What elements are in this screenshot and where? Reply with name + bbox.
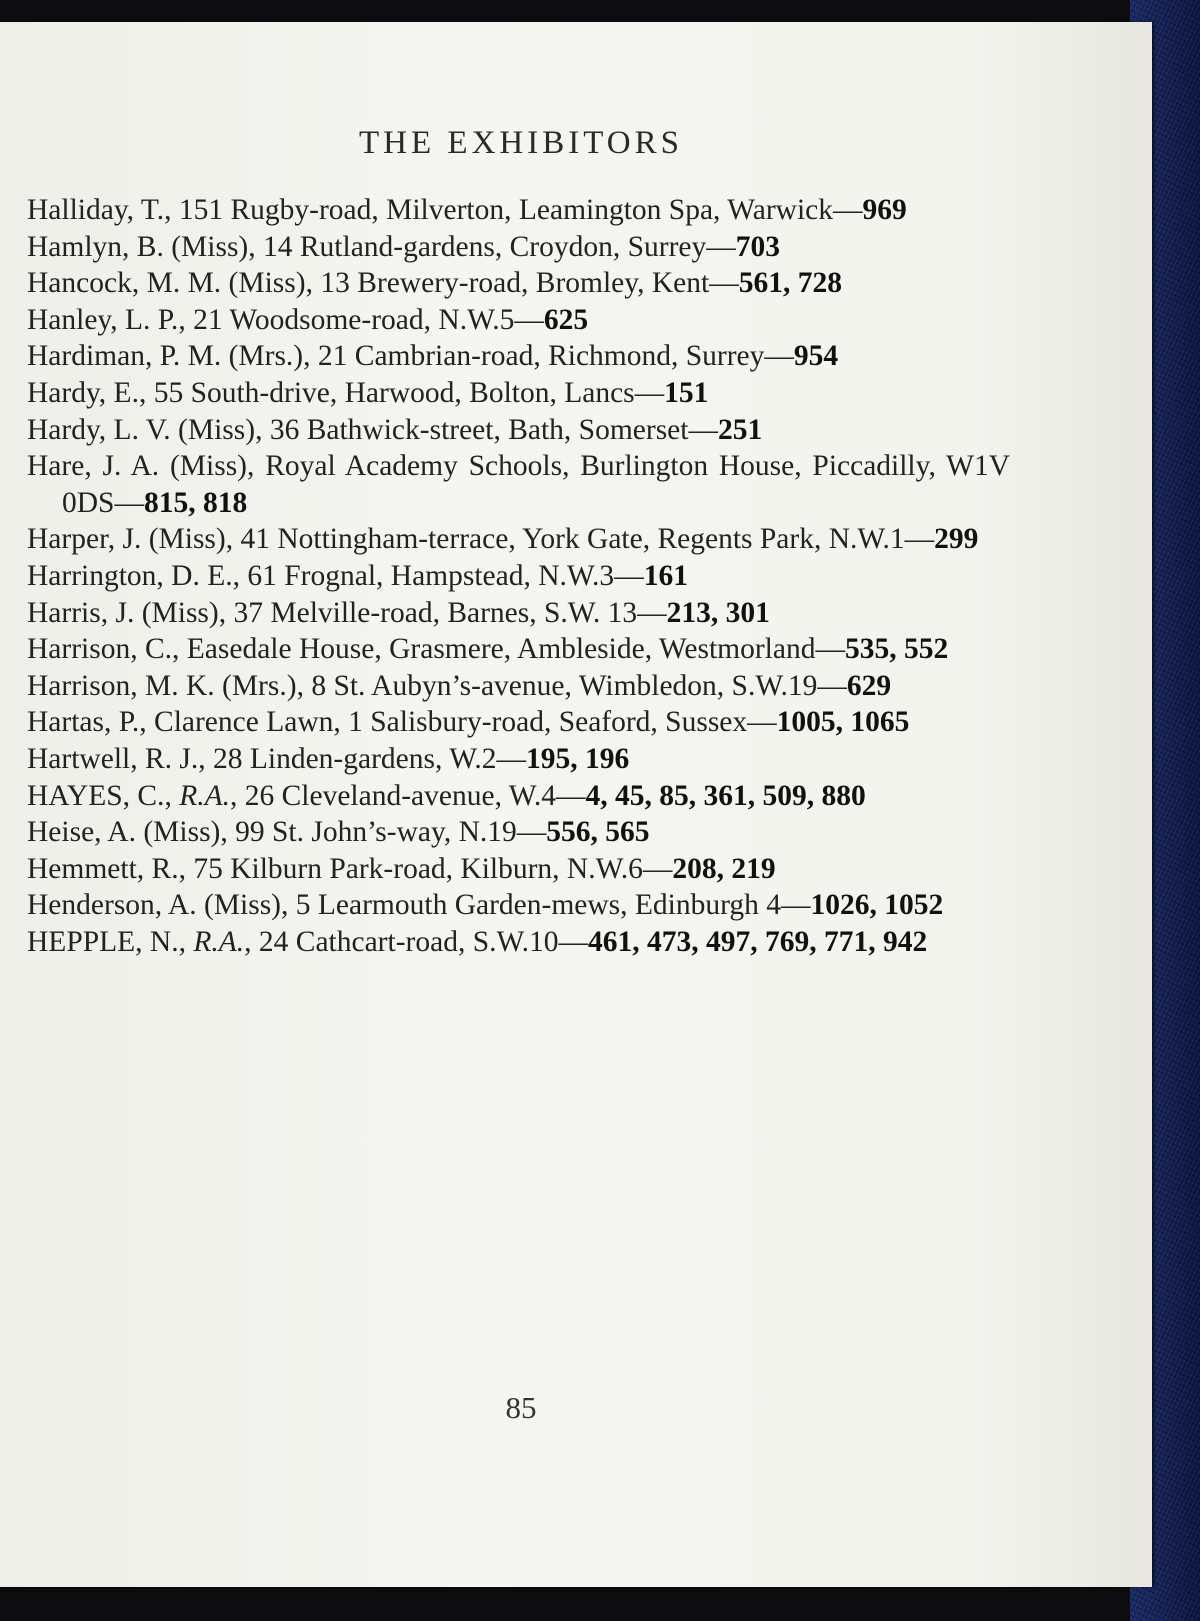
exhibitor-address: 13 Brewery-road, Bromley, Kent xyxy=(320,267,710,300)
exhibitor-name: Hardy, E. xyxy=(27,376,139,409)
exhibitor-address: Royal Academy Schools, Burlington House, Piccadilly, W1V 0DS xyxy=(62,450,1010,519)
exhibitor-name: Hardiman, P. M. (Mrs.) xyxy=(27,340,304,373)
exhibitor-address: Easedale House, Grasmere, Ambleside, Westmorland xyxy=(186,633,816,666)
exhibitor-address: 99 St. John’s-way, N.19 xyxy=(235,816,517,849)
catalogue-numbers: 625 xyxy=(543,303,589,336)
exhibitor-entry: HEPPLE, N., R.A., 24 Cathcart-road, S.W.10—461, 473, 497, 769, 771, 942 xyxy=(27,925,928,958)
exhibitor-name: Harrington, D. E. xyxy=(27,559,233,592)
catalogue-numbers: 703 xyxy=(735,230,780,263)
exhibitor-entry: HAYES, C., R.A., 26 Cleveland-avenue, W.4—4, 45, 85, 361, 509, 880 xyxy=(27,779,866,812)
exhibitor-entry: Hartas, P., Clarence Lawn, 1 Salisbury-road, Seaford, Sussex—1005, 1065 xyxy=(27,706,910,739)
exhibitor-name: Hartwell, R. J. xyxy=(27,742,199,775)
exhibitor-name: Harrison, M. K. (Mrs.) xyxy=(27,669,297,702)
exhibitor-entry: Hardy, L. V. (Miss), 36 Bathwick-street, Bath, Somerset—251 xyxy=(27,413,763,446)
exhibitor-entry: Hartwell, R. J., 28 Linden-gardens, W.2—195, 196 xyxy=(27,742,630,775)
exhibitor-name: Halliday, T. xyxy=(27,194,165,226)
catalogue-numbers: 299 xyxy=(934,523,979,556)
exhibitor-name: Hare, J. A. (Miss) xyxy=(27,450,248,483)
exhibitor-address: 61 Frognal, Hampstead, N.W.3 xyxy=(247,559,615,592)
exhibitor-name: Harrison, C. xyxy=(27,633,173,666)
exhibitor-entry: Harris, J. (Miss), 37 Melville-road, Barnes, S.W. 13—213, 301 xyxy=(27,596,770,629)
exhibitor-name: Hartas, P. xyxy=(27,706,140,739)
exhibitor-address: 26 Cleveland-avenue, W.4 xyxy=(244,779,557,812)
page-title: THE EXHIBITORS xyxy=(359,125,683,161)
exhibitor-name: Hemmett, R. xyxy=(27,852,179,885)
catalogue-numbers: 208, 219 xyxy=(672,852,776,885)
exhibitor-name: Hancock, M. M. (Miss) xyxy=(27,267,306,300)
catalogue-numbers: 629 xyxy=(846,669,892,702)
exhibitor-entry: Heise, A. (Miss), 99 St. John’s-way, N.19—556, 565 xyxy=(27,816,650,849)
exhibitor-list xyxy=(27,192,1010,960)
exhibitor-address: 151 Rugby-road, Milverton, Leamington Spa, Warwick xyxy=(178,194,834,226)
exhibitor-address: 37 Melville-road, Barnes, S.W. 13 xyxy=(233,596,638,629)
catalogue-numbers: 1005, 1065 xyxy=(776,706,910,739)
exhibitor-name: HEPPLE, N. xyxy=(27,925,179,958)
exhibitor-name: Henderson, A. (Miss) xyxy=(27,889,282,922)
page-number: 85 xyxy=(505,1390,537,1425)
exhibitor-entry: Halliday, T., 151 Rugby-road, Milverton, Leamington Spa, Warwick—969 xyxy=(27,194,907,226)
exhibitor-address: 55 South-drive, Harwood, Bolton, Lancs xyxy=(153,376,635,409)
exhibitor-address: 41 Nottingham-terrace, York Gate, Regents Park, N.W.1 xyxy=(240,523,905,556)
exhibitor-entry: Harrington, D. E., 61 Frognal, Hampstead, N.W.3—161 xyxy=(27,559,688,592)
exhibitor-address: Clarence Lawn, 1 Salisbury-road, Seaford, Sussex xyxy=(154,706,748,739)
catalogue-numbers: 161 xyxy=(643,559,688,592)
exhibitor-name: HAYES, C. xyxy=(27,779,165,812)
exhibitor-name: Hanley, L. P. xyxy=(27,303,179,336)
exhibitor-name: Harris, J. (Miss) xyxy=(27,596,219,629)
exhibitor-entry: Henderson, A. (Miss), 5 Learmouth Garden-mews, Edinburgh 4—1026, 1052 xyxy=(27,889,944,922)
catalogue-numbers: 4, 45, 85, 361, 509, 880 xyxy=(585,779,866,812)
catalogue-numbers: 535, 552 xyxy=(844,633,949,666)
catalogue-numbers: 195, 196 xyxy=(525,742,630,775)
catalogue-numbers: 969 xyxy=(862,194,907,226)
exhibitor-address: 8 St. Aubyn’s-avenue, Wimbledon, S.W.19 xyxy=(311,669,818,702)
catalogue-numbers: 461, 473, 497, 769, 771, 942 xyxy=(588,925,928,958)
catalogue-numbers: 556, 565 xyxy=(546,816,650,849)
exhibitor-name: Heise, A. (Miss) xyxy=(27,816,221,849)
exhibitor-entry: Hardy, E., 55 South-drive, Harwood, Bolton, Lancs—151 xyxy=(27,376,709,409)
exhibitor-address: 21 Cambrian-road, Richmond, Surrey xyxy=(317,340,765,373)
exhibitor-entry: Harrison, C., Easedale House, Grasmere, Ambleside, Westmorland—535, 552 xyxy=(27,633,949,666)
exhibitor-entry: Hemmett, R., 75 Kilburn Park-road, Kilburn, N.W.6—208, 219 xyxy=(27,852,776,885)
exhibitor-address: 24 Cathcart-road, S.W.10 xyxy=(258,925,559,958)
exhibitor-entry: Hardiman, P. M. (Mrs.), 21 Cambrian-road, Richmond, Surrey—954 xyxy=(27,340,839,373)
exhibitor-address: 28 Linden-gardens, W.2 xyxy=(213,742,497,775)
catalogue-numbers: 213, 301 xyxy=(666,596,770,629)
exhibitor-name: Hardy, L. V. (Miss) xyxy=(27,413,256,446)
catalogue-numbers: 954 xyxy=(793,340,839,373)
catalogue-numbers: 815, 818 xyxy=(143,486,248,519)
exhibitor-name: Hamlyn, B. (Miss) xyxy=(27,230,249,263)
exhibitor-entry: Hanley, L. P., 21 Woodsome-road, N.W.5—625 xyxy=(27,303,589,336)
catalogue-numbers: 561, 728 xyxy=(738,267,842,300)
exhibitor-entry: Hamlyn, B. (Miss), 14 Rutland-gardens, Croydon, Surrey—703 xyxy=(27,230,780,263)
exhibitor-entry: Harrison, M. K. (Mrs.), 8 St. Aubyn’s-avenue, Wimbledon, S.W.19—629 xyxy=(27,669,892,702)
exhibitor-address: 21 Woodsome-road, N.W.5 xyxy=(193,303,515,336)
exhibitor-address: 75 Kilburn Park-road, Kilburn, N.W.6 xyxy=(193,852,643,885)
catalogue-numbers: 251 xyxy=(717,413,763,446)
exhibitor-address: 36 Bathwick-street, Bath, Somerset xyxy=(269,413,689,446)
exhibitor-title: R.A. xyxy=(179,779,230,812)
catalogue-numbers: 1026, 1052 xyxy=(810,889,944,922)
exhibitor-address: 5 Learmouth Garden-mews, Edinburgh 4 xyxy=(295,889,782,922)
exhibitor-entry: Harper, J. (Miss), 41 Nottingham-terrace, York Gate, Regents Park, N.W.1—299 xyxy=(27,523,979,556)
book-page xyxy=(0,22,1152,1587)
exhibitor-name: Harper, J. (Miss) xyxy=(27,523,226,556)
exhibitor-address: 14 Rutland-gardens, Croydon, Surrey xyxy=(263,230,707,263)
exhibitor-entry: Hare, J. A. (Miss), Royal Academy Schools, Burlington House, Piccadilly, W1V 0DS—815, 818 xyxy=(27,450,1010,519)
exhibitor-title: R.A. xyxy=(193,925,245,958)
catalogue-numbers: 151 xyxy=(664,376,709,409)
exhibitor-entry: Hancock, M. M. (Miss), 13 Brewery-road, Bromley, Kent—561, 728 xyxy=(27,267,842,300)
